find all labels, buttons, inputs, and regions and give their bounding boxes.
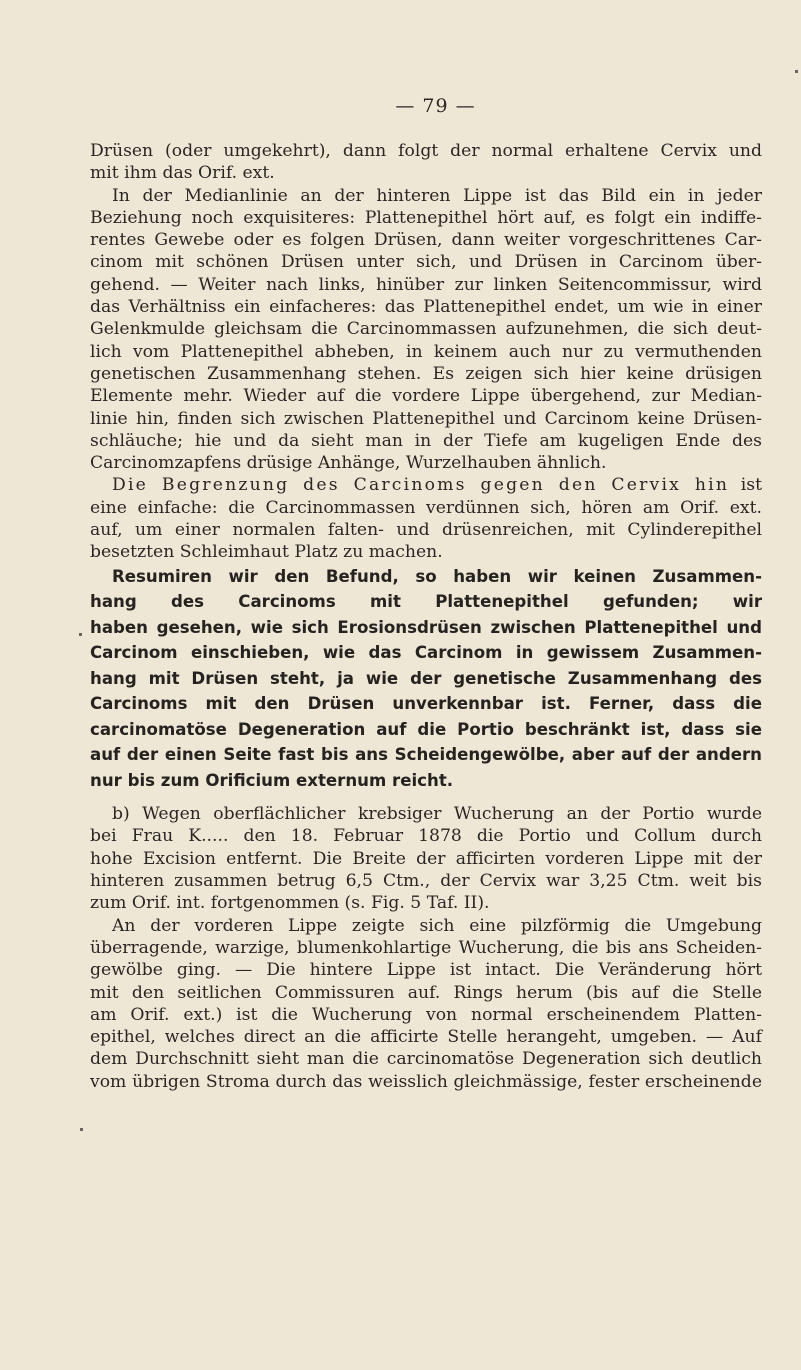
text-line [90, 474, 762, 496]
paragraph-1 [90, 140, 762, 185]
body-text [90, 140, 762, 1093]
text-line: haben gesehen, wie sich Erosionsdrüsen zwischen Plattenepithel und [90, 617, 762, 637]
text-line: An der vorderen Lippe zeigte sich eine pilzförmig die Umgebung [112, 915, 762, 936]
text-line: vom übrigen Stroma durch das weisslich gleichmässige, fester erscheinende [90, 1071, 762, 1092]
text-line: eine einfache: die Carcinommassen verdünnen sich, hören am Orif. ext. [90, 497, 762, 518]
text-line: Carcinom einschieben, wie das Carcinom in gewissem Zusammen- [90, 643, 762, 663]
print-speck [80, 1128, 83, 1131]
text-line: linie hin, finden sich zwischen Plattenepithel und Carcinom keine Drüsen- [90, 408, 762, 429]
text-line: zum Orif. int. fortgenommen (s. Fig. 5 Taf. II). [90, 893, 490, 914]
text-line: besetzten Schleimhaut Platz zu machen. [90, 542, 443, 563]
text-line: Elemente mehr. Wieder auf die vordere Lippe übergehend, zur Median- [90, 386, 762, 407]
text-line: Gelenkmulde gleichsam die Carcinommassen aufzunehmen, die sich deut- [90, 319, 762, 340]
text-line: Drüsen (oder umgekehrt), dann folgt der normal erhaltene Cervix und [90, 141, 762, 161]
text-line: hohe Excision entfernt. Die Breite der afficirten vorderen Lippe mit der [90, 848, 762, 869]
text-line: überragende, warzige, blumenkohlartige Wucherung, die bis ans Scheiden- [90, 937, 762, 958]
text-line: hinteren zusammen betrug 6,5 Ctm., der Cervix war 3,25 Ctm. weit bis [90, 871, 762, 892]
text-line: bei Frau K..... den 18. Februar 1878 die Portio und Collum durch [90, 826, 762, 847]
print-speck [795, 70, 798, 73]
spaced-heading-text: Die Begrenzung des Carcinoms gegen den Cervix hin [112, 475, 730, 496]
summary-paragraph [90, 564, 762, 794]
text-line: hang mit Drüsen steht, ja wie der genetische Zusammenhang des [90, 668, 762, 688]
text-fragment: ist [740, 475, 763, 496]
text-line: Beziehung noch exquisiteres: Plattenepithel hört auf, es folgt ein indiffe- [90, 207, 762, 228]
text-line: dem Durchschnitt sieht man die carcinomatöse Degeneration sich deutlich [90, 1049, 762, 1070]
paragraph-5 [90, 803, 762, 914]
text-line: genetischen Zusammenhang stehen. Es zeigen sich hier keine drüsigen [90, 363, 762, 384]
paragraph-6 [90, 915, 762, 1093]
page-number: — 79 — [395, 95, 476, 117]
text-line: rentes Gewebe oder es folgen Drüsen, dann weiter vorgeschrittenes Car- [90, 230, 762, 251]
text-line: epithel, welches direct an die afficirte Stelle herangeht, umgeben. — Auf [90, 1027, 762, 1048]
text-line: das Verhältniss ein einfacheres: das Plattenepithel endet, um wie in einer [90, 297, 762, 318]
print-speck [79, 633, 82, 636]
text-line: b) Wegen oberflächlicher krebsiger Wucherung an der Portio wurde [112, 804, 762, 825]
section-gap [90, 793, 762, 803]
text-line: lich vom Plattenepithel abheben, in keinem auch nur zu vermuthenden [90, 341, 762, 362]
text-line: nur bis zum Orificium externum reicht. [90, 770, 454, 790]
text-line: am Orif. ext.) ist die Wucherung von normal erscheinendem Platten- [90, 1004, 762, 1025]
text-line: Resumiren wir den Befund, so haben wir keinen Zusammen- [112, 566, 762, 586]
text-line: gehend. — Weiter nach links, hinüber zur linken Seitencommissur, wird [90, 274, 762, 295]
text-line: auf der einen Seite fast bis ans Scheidengewölbe, aber auf der andern [90, 745, 762, 765]
text-line: mit ihm das Orif. ext. [90, 163, 275, 184]
text-line: mit den seitlichen Commissuren auf. Rings herum (bis auf die Stelle [90, 982, 762, 1003]
text-line: schläuche; hie und da sieht man in der Tiefe am kugeligen Ende des [90, 430, 762, 451]
paragraph-2 [90, 185, 762, 475]
text-line: gewölbe ging. — Die hintere Lippe ist intact. Die Veränderung hört [90, 960, 762, 981]
text-line: Carcinoms mit den Drüsen unverkennbar ist. Ferner, dass die [90, 694, 762, 714]
paragraph-3 [90, 474, 762, 563]
text-line: In der Medianlinie an der hinteren Lippe ist das Bild ein in jeder [112, 185, 762, 206]
text-line: hang des Carcinoms mit Plattenepithel gefunden; wir [90, 592, 762, 612]
text-line: auf, um einer normalen falten- und drüsenreichen, mit Cylinderepithel [90, 520, 762, 541]
text-line: Carcinomzapfens drüsige Anhänge, Wurzelhauben ähnlich. [90, 453, 607, 474]
text-line: cinom mit schönen Drüsen unter sich, und Drüsen in Carcinom über- [90, 252, 762, 273]
text-line: carcinomatöse Degeneration auf die Portio beschränkt ist, dass sie [90, 719, 762, 739]
